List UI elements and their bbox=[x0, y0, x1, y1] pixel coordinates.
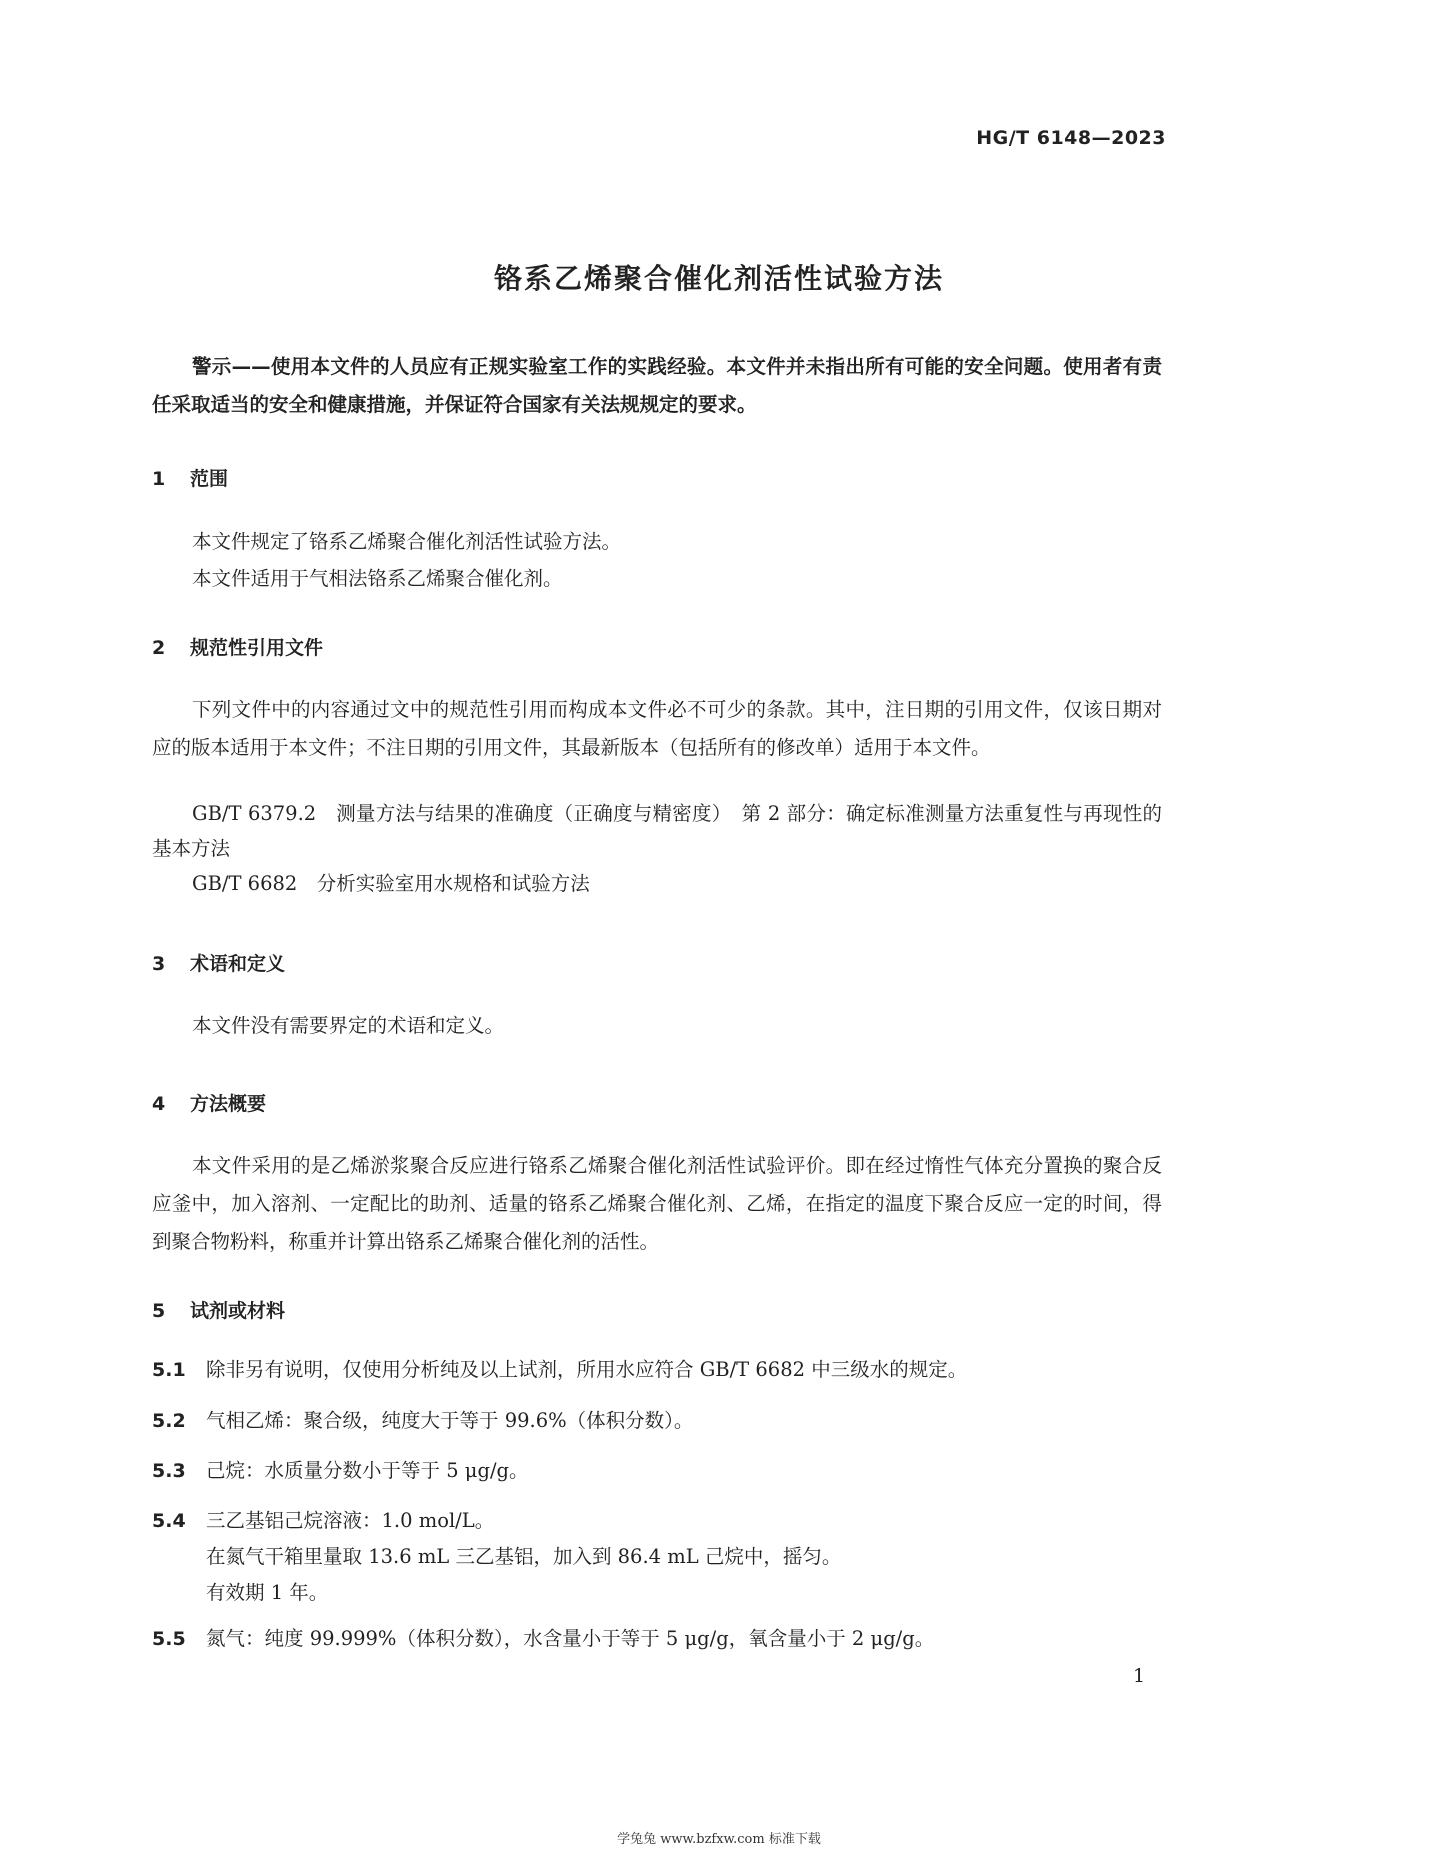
section-heading-method-summary bbox=[152, 1089, 266, 1116]
section-heading-scope bbox=[152, 464, 228, 491]
clause-text: 己烷：水质量分数小于等于 5 μg/g。 bbox=[206, 1459, 529, 1482]
scope-line-1: 本文件规定了铬系乙烯聚合催化剂活性试验方法。 bbox=[192, 530, 622, 553]
section-number: 5 bbox=[152, 1300, 166, 1322]
clause-text: 除非另有说明，仅使用分析纯及以上试剂，所用水应符合 GB/T 6682 中三级水的规定。 bbox=[206, 1358, 968, 1381]
warning-paragraph: 警示——使用本文件的人员应有正规实验室工作的实践经验。本文件并未指出所有可能的安全问题。使用者有责任采取适当的安全和健康措施，并保证符合国家有关法规规定的要求。 bbox=[152, 355, 1162, 416]
clause-number: 5.2 bbox=[152, 1410, 186, 1432]
section-title: 方法概要 bbox=[190, 1093, 267, 1115]
section-heading-reagents bbox=[152, 1296, 285, 1323]
section-title: 规范性引用文件 bbox=[190, 637, 324, 659]
clause-5-4 bbox=[152, 1503, 1162, 1611]
clause-subline-validity: 有效期 1 年。 bbox=[206, 1581, 329, 1604]
method-summary-text: 本文件采用的是乙烯淤浆聚合反应进行铬系乙烯聚合催化剂活性试验评价。即在经过惰性气体充分置换的聚合反应釜中，加入溶剂、一定配比的助剂、适量的铬系乙烯聚合催化剂、乙烯，在指定的温度下聚合反应一定的时间，得到聚合物粉料，称重并计算出铬系乙烯聚合催化剂的活性。 bbox=[152, 1154, 1162, 1253]
terms-text: 本文件没有需要界定的术语和定义。 bbox=[192, 1014, 505, 1037]
clause-5-1 bbox=[152, 1352, 1162, 1388]
clause-number: 5.3 bbox=[152, 1460, 186, 1482]
document-title: 铬系乙烯聚合催化剂活性试验方法 bbox=[493, 262, 944, 295]
section-number: 4 bbox=[152, 1093, 166, 1115]
clause-text: 三乙基铝己烷溶液：1.0 mol/L。 bbox=[206, 1509, 495, 1532]
section-number: 1 bbox=[152, 468, 166, 490]
reference-item-gbt-6379-2: GB/T 6379.2 测量方法与结果的准确度（正确度与精密度） 第 2 部分：确定标准测量方法重复性与再现性的基本方法 bbox=[152, 802, 1162, 860]
clause-number: 5.5 bbox=[152, 1628, 186, 1650]
section-heading-normative-references bbox=[152, 633, 323, 660]
clause-text: 气相乙烯：聚合级，纯度大于等于 99.6%（体积分数）。 bbox=[206, 1409, 694, 1432]
reference-item-gbt-6682: GB/T 6682 分析实验室用水规格和试验方法 bbox=[192, 872, 590, 895]
references-intro: 下列文件中的内容通过文中的规范性引用而构成本文件必不可少的条款。其中，注日期的引用文件，仅该日期对应的版本适用于本文件；不注日期的引用文件，其最新版本（包括所有的修改单）适用于本文件。 bbox=[152, 698, 1162, 759]
clause-5-5 bbox=[152, 1621, 1162, 1657]
scope-line-2: 本文件适用于气相法铬系乙烯聚合催化剂。 bbox=[192, 567, 563, 590]
clause-5-3 bbox=[152, 1453, 1162, 1489]
page-number: 1 bbox=[1133, 1665, 1146, 1687]
section-number: 3 bbox=[152, 953, 166, 975]
watermark-footer: 学兔兔 www.bzfxw.com 标准下载 bbox=[617, 1832, 821, 1847]
section-title: 范围 bbox=[190, 468, 229, 490]
clause-subline-preparation: 在氮气干箱里量取 13.6 mL 三乙基铝，加入到 86.4 mL 己烷中，摇匀。 bbox=[206, 1545, 842, 1568]
clause-5-2 bbox=[152, 1403, 1162, 1439]
section-title: 术语和定义 bbox=[190, 953, 286, 975]
clause-text: 氮气：纯度 99.999%（体积分数），水含量小于等于 5 μg/g，氧含量小于 2 μg/g。 bbox=[206, 1627, 935, 1650]
clause-number: 5.1 bbox=[152, 1359, 186, 1381]
standard-code: HG/T 6148—2023 bbox=[976, 127, 1166, 149]
clause-number: 5.4 bbox=[152, 1510, 186, 1532]
section-number: 2 bbox=[152, 637, 166, 659]
section-title: 试剂或材料 bbox=[190, 1300, 286, 1322]
section-heading-terms bbox=[152, 949, 285, 976]
